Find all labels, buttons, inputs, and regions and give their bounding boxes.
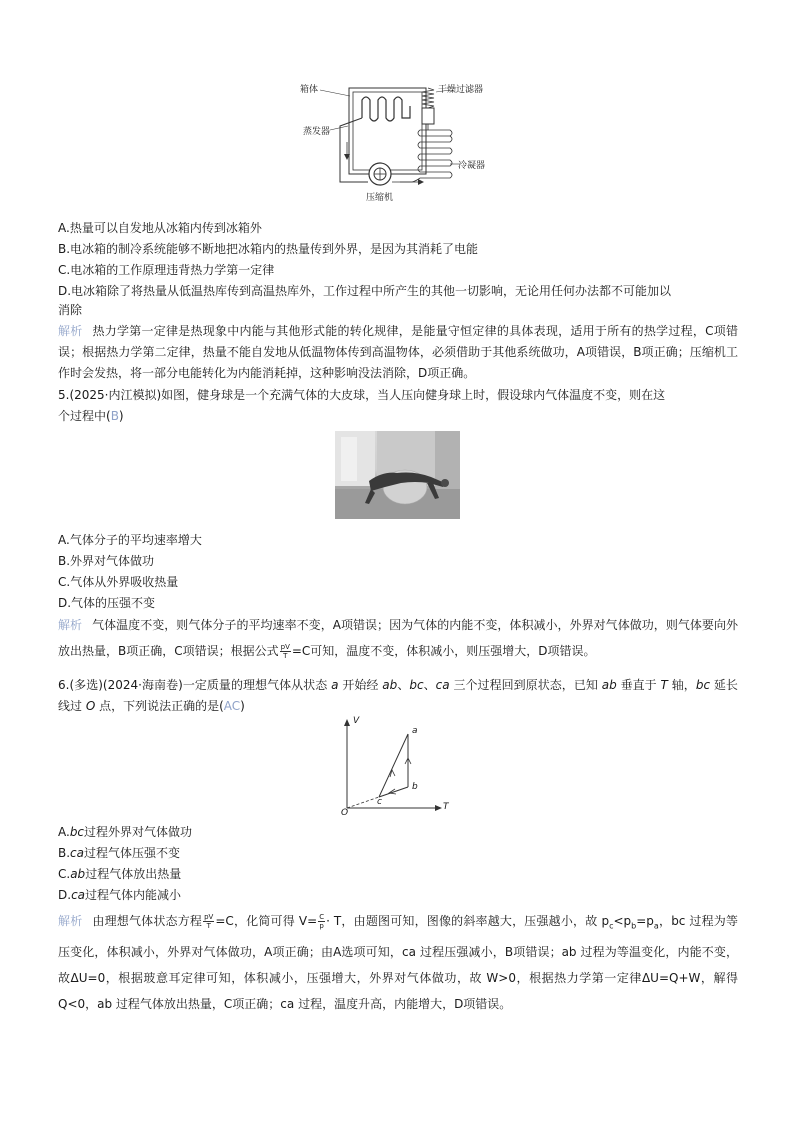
q6-formula2-den: p: [319, 922, 324, 930]
vt-axis-t-label: T: [443, 802, 449, 812]
q6-formula1-den: T: [206, 922, 211, 930]
q5-analysis-label: 解析: [58, 618, 83, 632]
q4-option-a: A.热量可以自发地从冰箱内传到冰箱外: [58, 221, 262, 235]
q6-option-a-var: bc: [69, 825, 85, 839]
q5-formula-rhs: =C: [291, 644, 311, 658]
q5-formula-num: pV: [280, 643, 290, 651]
q5-option-d: D.气体的压强不变: [58, 596, 156, 610]
q6-option-c: [58, 866, 181, 882]
q6-option-c-var: ab: [70, 867, 86, 881]
fridge-diagram: [300, 78, 500, 208]
fitness-ball-photo: [335, 431, 460, 519]
q6-option-b-text: 过程气体压强不变: [84, 846, 181, 860]
q5-option-c: C.气体从外界吸收热量: [58, 575, 179, 589]
q4-option-c: C.电冰箱的工作原理违背热力学第一定律: [58, 263, 275, 277]
q6-option-b-var: ca: [70, 846, 84, 860]
q5-stem-suffix: ): [118, 409, 124, 423]
q6-analysis-p3: · T，由题图可知，图像的斜率越大，压强越小，故 p: [326, 914, 610, 928]
q6-sep2: 、: [423, 678, 436, 692]
q6-sub-c: c: [609, 921, 614, 931]
fridge-label-box: 箱体: [300, 85, 319, 95]
q6-option-c-text: 过程气体放出热量: [85, 867, 182, 881]
q4-analysis: [58, 321, 738, 384]
q6-stem-part4: 垂直于: [616, 678, 661, 692]
q6-proc-bc2: bc: [695, 678, 711, 692]
q6-option-b: [58, 845, 180, 861]
vt-point-c-label: c: [377, 797, 382, 807]
q5-option-a: A.气体分子的平均速率增大: [58, 533, 202, 547]
q6-option-a-text: 过程外界对气体做功: [84, 825, 193, 839]
q5-analysis: [58, 612, 738, 664]
vt-point-a-label: a: [412, 726, 418, 736]
fridge-label-compressor: 压缩机: [366, 193, 394, 203]
q6-formula2: [318, 913, 325, 930]
fitness-ball-scene: [335, 431, 460, 519]
q6-stem-part5: 轴，: [667, 678, 696, 692]
q6-option-c-prefix: C.: [58, 867, 71, 881]
q6-stem-part6: 延长线过: [58, 678, 738, 713]
q6-proc-ab2: ab: [601, 678, 617, 692]
q6-answer: AC: [223, 699, 241, 713]
vt-graph: [335, 716, 455, 820]
q5-stem-line2: [58, 408, 124, 424]
q4-analysis-label: 解析: [58, 324, 83, 338]
fridge-label-evaporator: 蒸发器: [303, 127, 331, 137]
q6-option-a: [58, 824, 192, 840]
fridge-label-filter: 干燥过滤器: [438, 85, 484, 95]
q6-option-d-var: ca: [71, 888, 86, 902]
q6-stem-part1: 6.(多选)(2024·海南卷)一定质量的理想气体从状态: [58, 678, 332, 692]
q5-analysis-part2: 可知，温度不变，体积减小，则压强增大，D项错误。: [310, 644, 596, 658]
q6-stem-part8: ): [240, 699, 245, 713]
q6-analysis-p4: <p: [613, 914, 632, 928]
fridge-figure: [300, 78, 500, 208]
q6-proc-ab: ab: [382, 678, 398, 692]
q6-axis-t-text: T: [660, 678, 668, 692]
q6-formula2-num: C: [319, 913, 325, 921]
q6-point-o: O: [85, 699, 96, 713]
q6-stem-part3: 三个过程回到原状态，已知: [449, 678, 602, 692]
q4-analysis-text: 热力学第一定律是热现象中内能与其他形式能的转化规律，是能量守恒定律的具体表现，适用于所有的热学过程，C项错误；根据热力学第二定律，热量不能自发地从低温物体传到高温物体，必须借助于其他系统做功，A项错误，B项正确；压缩机工作时会发热，将一部分电能转化为内能消耗掉，这种影响没法消除，D项正确。: [58, 324, 738, 380]
q6-proc-ca: ca: [435, 678, 450, 692]
q6-sub-b: b: [631, 921, 637, 931]
vt-point-b-label: b: [412, 782, 418, 792]
q6-formula1: [203, 913, 214, 930]
q6-option-a-prefix: A.: [58, 825, 70, 839]
q6-proc-bc: bc: [409, 678, 424, 692]
q6-sub-a: a: [653, 921, 659, 931]
q6-stem: [58, 675, 738, 717]
q4-option-d-cont: 消除: [58, 303, 83, 317]
q6-analysis-p6: ，bc 过程为等压变化，体积减小，外界对气体做功，A项正确；由A选项可知，ca 过程压强减小，B项错误；ab 过程为等温变化，内能不变，故ΔU=0，根据玻意耳定律可知，体积减小，压强增大，外界对气体做功，故 W>0，根据热力学第一定律ΔU=Q+W，解得 Q<0，ab 过程气体放出热量，C项正确；ca 过程，温度升高，内能增大，D项错误。: [58, 914, 738, 1012]
q6-stem-part7: 点，下列说法正确的是(: [95, 699, 224, 713]
q5-analysis-part1: 气体温度不变，则气体分子的平均速率不变，A项错误；因为气体的内能不变，体积减小，外界对气体做功，则气体要向外放出热量，B项正确，C项错误；根据公式: [58, 618, 738, 658]
q6-analysis-label: 解析: [58, 914, 83, 928]
q4-option-b: B.电冰箱的制冷系统能够不断地把冰箱内的热量传到外界，是因为其消耗了电能: [58, 242, 479, 256]
q5-option-b: B.外界对气体做功: [58, 554, 155, 568]
q5-answer: B: [110, 409, 119, 423]
q6-analysis-p1: 由理想气体状态方程: [92, 914, 203, 928]
q6-option-d-text: 过程气体内能减小: [85, 888, 182, 902]
fridge-label-condenser: 冷凝器: [458, 161, 486, 171]
q6-option-d-prefix: D.: [58, 888, 72, 902]
q5-stem-prefix: 个过程中(: [58, 409, 111, 423]
q5-stem-line1: 5.(2025·内江模拟)如图，健身球是一个充满气体的大皮球，当人压向健身球上时，假设球内气体温度不变，则在这: [58, 388, 666, 402]
q6-analysis-p5: =p: [636, 914, 654, 928]
vt-origin-label: O: [341, 808, 349, 818]
q5-formula-den: T: [283, 652, 288, 660]
q4-option-d: D.电冰箱除了将热量从低温热库传到高温热库外，工作过程中所产生的其他一切影响，无论用任何办法都不可能加以: [58, 284, 672, 298]
q6-option-b-prefix: B.: [58, 846, 71, 860]
q5-formula-fraction: [280, 643, 291, 660]
q6-analysis-p2: =C，化简可得 V=: [215, 914, 318, 928]
q6-state-a: a: [331, 678, 339, 692]
q6-formula1-num: pV: [204, 913, 214, 921]
vt-axis-v-label: V: [353, 716, 360, 726]
q6-analysis: [58, 908, 738, 1017]
q6-sep1: 、: [397, 678, 410, 692]
q6-stem-part2: 开始经: [338, 678, 383, 692]
vt-graph-svg: [335, 716, 455, 820]
q6-option-d: [58, 887, 181, 903]
